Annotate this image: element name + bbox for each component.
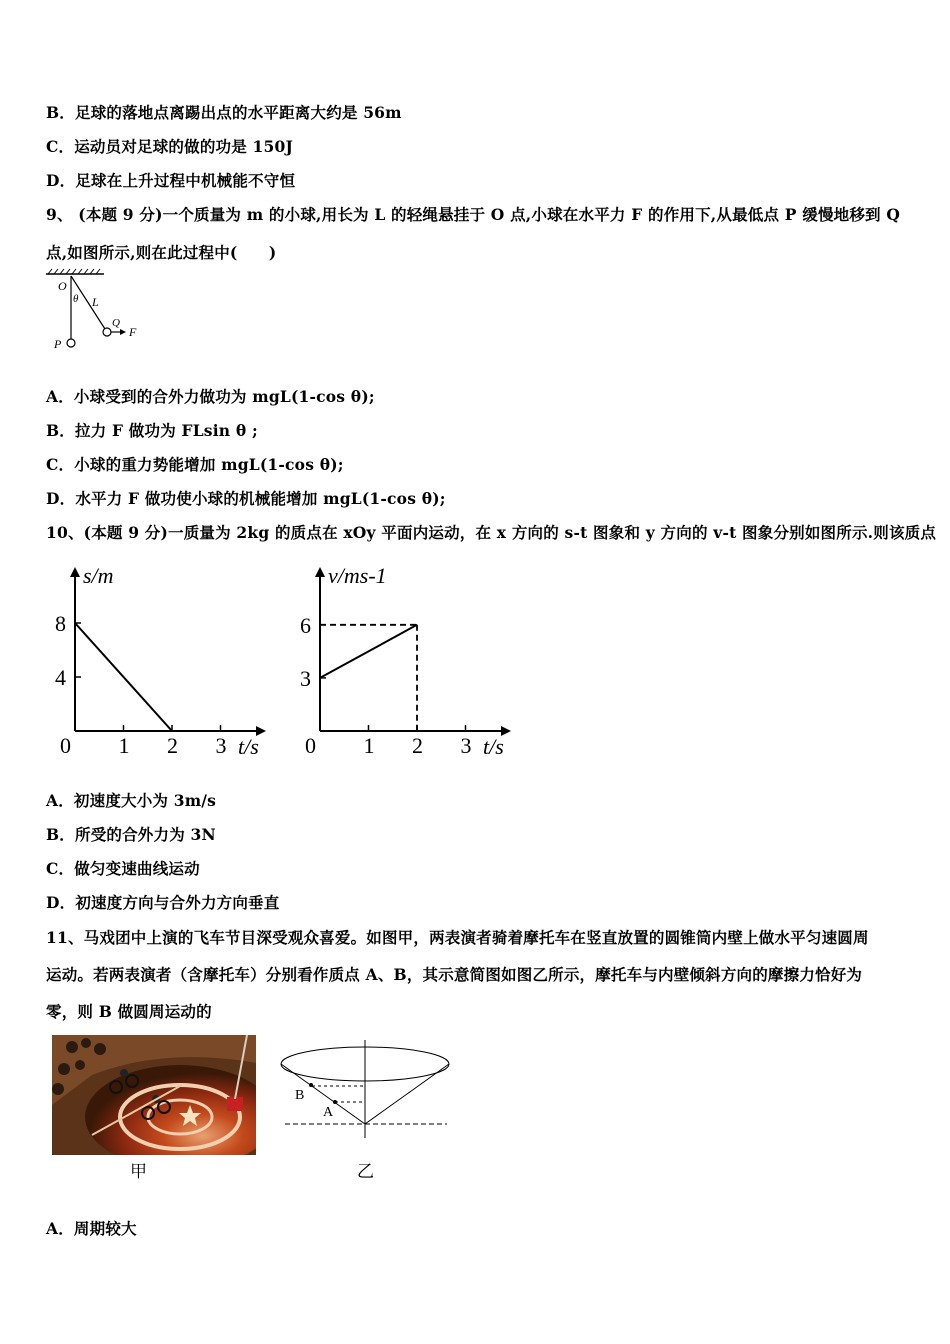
q9-option-c: C．小球的重力势能增加 mgL(1-cos θ); [46, 455, 344, 474]
q10-option-a: A．初速度大小为 3m/s [46, 791, 217, 810]
label-l: L [92, 295, 99, 309]
q8-option-c: C．运动员对足球的做的功是 150J [46, 137, 294, 156]
x-tick-label: 2 [167, 733, 178, 758]
x-tick-label: 3 [215, 733, 227, 758]
y-tick-label: 4 [55, 665, 66, 690]
q11-stem-line2: 运动。若两表演者（含摩托车）分别看作质点 A、B，其示意简图如图乙所示，摩托车与内壁倾斜方向的摩擦力恰好为 [46, 965, 863, 984]
fig-yi-caption: 乙 [357, 1162, 374, 1182]
y-axis-label: v/ms-1 [328, 563, 387, 588]
q8-option-b: B．足球的落地点离踢出点的水平距离大约是 56m [46, 103, 402, 122]
q11-stem-line3: 零，则 B 做圆周运动的 [46, 1002, 212, 1021]
q11-stem-line1: 11、马戏团中上演的飞车节目深受观众喜爱。如图甲，两表演者骑着摩托车在竖直放置的圆锥筒内壁上做水平匀速圆周 [46, 928, 869, 947]
q10-option-b: B．所受的合外力为 3N [46, 825, 216, 844]
q9-option-a: A．小球受到的合外力做功为 mgL(1-cos θ); [46, 387, 375, 406]
label-a: A [323, 1105, 334, 1120]
label-f: F [129, 325, 137, 339]
x-tick-label: 0 [60, 733, 71, 758]
x-tick-label: 0 [305, 733, 316, 758]
label-p: P [54, 337, 62, 351]
x-tick-label: 1 [363, 733, 375, 758]
vt-graph [285, 555, 525, 775]
st-graph [40, 555, 280, 775]
y-axis-label: s/m [83, 563, 114, 588]
y-tick-label: 6 [300, 612, 311, 638]
q11-option-a: A．周期较大 [46, 1219, 137, 1238]
label-theta: θ [73, 293, 79, 305]
y-axis-arrow [315, 567, 325, 577]
x-tick-label: 1 [118, 733, 130, 758]
q9-stem-line2: 点,如图所示,则在此过程中( ) [46, 243, 277, 262]
x-axis-label: t/s [483, 734, 504, 759]
label-q: Q [112, 317, 120, 329]
q9-option-b: B．拉力 F 做功为 FLsin θ ; [46, 421, 258, 440]
fig-jia-caption: 甲 [130, 1162, 147, 1182]
x-axis-label: t/s [238, 734, 259, 759]
y-tick-label: 3 [300, 665, 311, 691]
data-line [320, 625, 417, 678]
q9-option-d: D．水平力 F 做功使小球的机械能增加 mgL(1-cos θ); [46, 489, 446, 508]
data-line [75, 623, 172, 731]
q10-stem: 10、(本题 9 分)一质量为 2kg 的质点在 xOy 平面内运动，在 x 方向的 s-t 图象和 y 方向的 v-t 图象分别如图所示.则该质点 [46, 523, 937, 542]
y-tick-label: 8 [55, 611, 66, 636]
q8-option-d: D．足球在上升过程中机械能不守恒 [46, 171, 296, 190]
motorcycle-show-photo [52, 1035, 256, 1155]
q9-stem-line1: 9、 (本题 9 分)一个质量为 m 的小球,用长为 L 的轻绳悬挂于 O 点,小球在水平力 F 的作用下,从最低点 P 缓慢地移到 Q [46, 205, 901, 224]
pendulum-figure [40, 268, 150, 358]
q10-option-d: D．初速度方向与合外力方向垂直 [46, 893, 280, 912]
y-axis-arrow [70, 567, 80, 577]
x-tick-label: 2 [412, 733, 423, 758]
cone-diagram [275, 1040, 455, 1140]
label-b: B [295, 1088, 305, 1103]
q10-option-c: C．做匀变速曲线运动 [46, 859, 200, 878]
x-tick-label: 3 [460, 733, 472, 758]
label-o: O [58, 279, 67, 293]
